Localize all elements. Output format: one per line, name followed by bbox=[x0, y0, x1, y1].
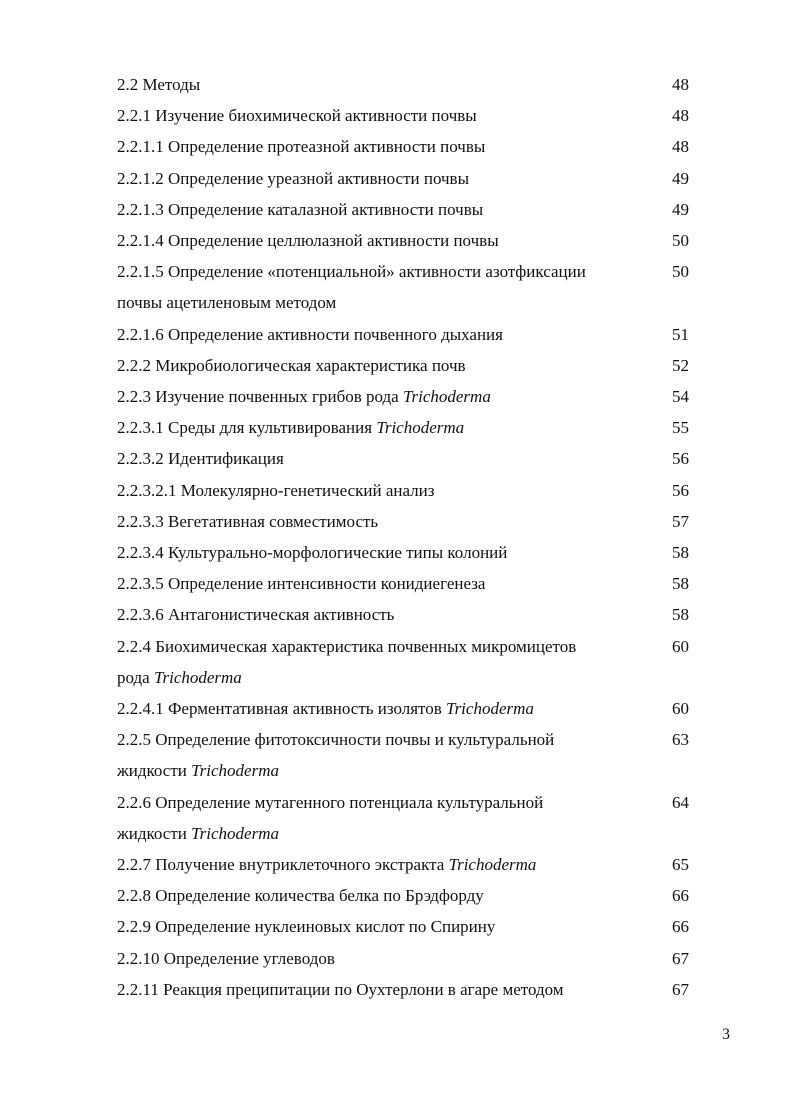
toc-entry-continuation-italic: Trichoderma bbox=[191, 823, 279, 843]
toc-entry-page: 48 bbox=[672, 75, 689, 94]
toc-entry-title-text: 2.2.4 Биохимическая характеристика почвенных микромицетов bbox=[117, 636, 577, 656]
toc-entry-title-text: 2.2.2 Микробиологическая характеристика почв bbox=[117, 355, 466, 375]
toc-entry-title-text: 2.2.3 Изучение почвенных грибов рода bbox=[117, 387, 403, 406]
toc-entry-title-italic: Trichoderma bbox=[402, 387, 491, 406]
toc-entry-page: 48 bbox=[672, 137, 689, 157]
toc-entry-page: 58 bbox=[672, 574, 689, 594]
toc-entry-title-italic: Trichoderma bbox=[446, 699, 534, 718]
toc-entry-title-italic: Trichoderma bbox=[448, 855, 537, 874]
toc-entry-page: 58 bbox=[672, 543, 689, 562]
toc-entry-continuation-text: жидкости bbox=[117, 761, 192, 781]
toc-entry-title-text: 2.2.1.1 Определение протеазной активности почвы bbox=[117, 137, 486, 157]
toc-entry-title-italic: Trichoderma bbox=[376, 418, 465, 438]
toc-entry-title-text: 2.2.3.6 Антагонистическая активность bbox=[117, 605, 395, 625]
toc-entry-title bbox=[117, 169, 637, 189]
toc-entry-continuation-text: почвы ацетиленовым методом bbox=[117, 293, 337, 313]
toc-entry-title bbox=[117, 106, 637, 126]
toc-entry-title bbox=[117, 200, 637, 220]
toc-entry-title-text: 2.2.3.1 Среды для культивирования bbox=[117, 418, 377, 438]
toc-entry-continuation-italic: Trichoderma bbox=[153, 667, 242, 687]
toc-entry-title-text: 2.2.3.3 Вегетативная совместимость bbox=[117, 511, 379, 531]
toc-entry-page: 60 bbox=[672, 699, 689, 718]
toc-entry-page: 50 bbox=[672, 231, 689, 250]
page-number: 3 bbox=[722, 1026, 730, 1043]
toc-entry-title bbox=[117, 793, 637, 813]
toc-entry-title bbox=[117, 637, 637, 657]
toc-entry-page: 60 bbox=[672, 636, 689, 656]
toc-entry-title-text: 2.2.1.2 Определение уреазной активности почвы bbox=[117, 168, 470, 188]
toc-entry-continuation-text: жидкости bbox=[117, 823, 192, 843]
toc-entry-title bbox=[117, 543, 637, 563]
toc-entry-continuation bbox=[117, 761, 279, 781]
toc-entry-title bbox=[117, 325, 637, 345]
toc-entry-title bbox=[117, 855, 637, 875]
toc-entry-page: 50 bbox=[672, 262, 689, 282]
toc-entry-title bbox=[117, 699, 637, 719]
toc-entry-title bbox=[117, 730, 637, 750]
toc-entry-title-text: 2.2.4.1 Ферментативная активность изолятов bbox=[117, 699, 447, 718]
toc-entry-title-text: 2.2.1.4 Определение целлюлазной активности почвы bbox=[117, 231, 499, 250]
toc-entry-title bbox=[117, 481, 637, 501]
toc-entry-continuation-italic: Trichoderma bbox=[191, 761, 279, 781]
toc-entry-page: 48 bbox=[672, 106, 689, 126]
toc-entry-page: 58 bbox=[672, 605, 689, 625]
toc-entry-title bbox=[117, 387, 637, 407]
toc-entry-title-text: 2.2.1 Изучение биохимической активности почвы bbox=[117, 106, 477, 126]
toc-entry-title bbox=[117, 574, 637, 594]
toc-entry-title-text: 2.2.10 Определение углеводов bbox=[117, 948, 335, 968]
toc-entry-page: 66 bbox=[672, 886, 689, 906]
toc-entry-title-text: 2.2.1.6 Определение активности почвенного дыхания bbox=[117, 324, 503, 344]
toc-entry-page: 49 bbox=[672, 199, 689, 219]
toc-entry-title bbox=[117, 75, 637, 95]
toc-entry-title bbox=[117, 917, 637, 937]
toc-entry-page: 67 bbox=[672, 979, 689, 999]
toc-entry-title-text: 2.2.6 Определение мутагенного потенциала культуральной bbox=[117, 792, 544, 812]
toc-entry-title-text: 2.2.3.2 Идентификация bbox=[117, 449, 284, 469]
toc-entry-title bbox=[117, 356, 637, 376]
toc-entry-title-text: 2.2.3.2.1 Молекулярно-генетический анализ bbox=[117, 480, 435, 500]
toc-entry-page: 66 bbox=[672, 917, 689, 937]
toc-entry-page: 55 bbox=[672, 418, 689, 438]
toc-entry-title-text: 2.2.3.4 Культурально-морфологические типы колоний bbox=[117, 543, 508, 562]
toc-entry-continuation bbox=[117, 293, 336, 313]
toc-entry-title-text: 2.2.7 Получение внутриклеточного экстракта bbox=[117, 855, 449, 874]
toc-entry-page: 49 bbox=[672, 168, 689, 188]
toc-entry-title bbox=[117, 886, 637, 906]
toc-entry-title-text: 2.2.11 Реакция преципитации по Оухтерлони в агаре методом bbox=[117, 979, 564, 999]
toc-entry-title-text: 2.2.5 Определение фитотоксичности почвы и культуральной bbox=[117, 730, 555, 750]
toc-entry-title-text: 2.2.3.5 Определение интенсивности конидиегенеза bbox=[117, 574, 486, 594]
toc-entry-page: 52 bbox=[672, 355, 689, 375]
toc-entry-title bbox=[117, 949, 637, 969]
toc-entry-page: 63 bbox=[672, 730, 689, 750]
toc-entry-page: 65 bbox=[672, 855, 689, 874]
toc-entry-title-text: 2.2.8 Определение количества белка по Брэдфорду bbox=[117, 886, 484, 906]
toc-entry-continuation-text: рода bbox=[117, 667, 154, 687]
toc-entry-page: 57 bbox=[672, 511, 689, 531]
toc-entry-page: 51 bbox=[672, 324, 689, 344]
toc-entry-page: 54 bbox=[672, 387, 689, 406]
toc-entry-continuation bbox=[117, 668, 242, 688]
toc-entry-title bbox=[117, 231, 637, 251]
toc-entry-title bbox=[117, 449, 637, 469]
toc-entry-title-text: 2.2 Методы bbox=[117, 75, 201, 94]
toc-entry-title bbox=[117, 605, 637, 625]
toc-entry-title-text: 2.2.9 Определение нуклеиновых кислот по Спирину bbox=[117, 917, 496, 937]
toc-entry-title bbox=[117, 980, 637, 1000]
toc-entry-page: 64 bbox=[672, 792, 689, 812]
toc-entry-title bbox=[117, 262, 637, 282]
toc-entry-page: 56 bbox=[672, 480, 689, 500]
toc-entry-title bbox=[117, 137, 637, 157]
toc-entry-title bbox=[117, 512, 637, 532]
toc-entry-title bbox=[117, 418, 637, 438]
toc-entry-continuation bbox=[117, 824, 279, 844]
toc-entry-page: 67 bbox=[672, 948, 689, 968]
toc-entry-title-text: 2.2.1.3 Определение каталазной активности почвы bbox=[117, 199, 484, 219]
toc-entry-page: 56 bbox=[672, 449, 689, 469]
toc-entry-title-text: 2.2.1.5 Определение «потенциальной» активности азотфиксации bbox=[117, 262, 586, 282]
